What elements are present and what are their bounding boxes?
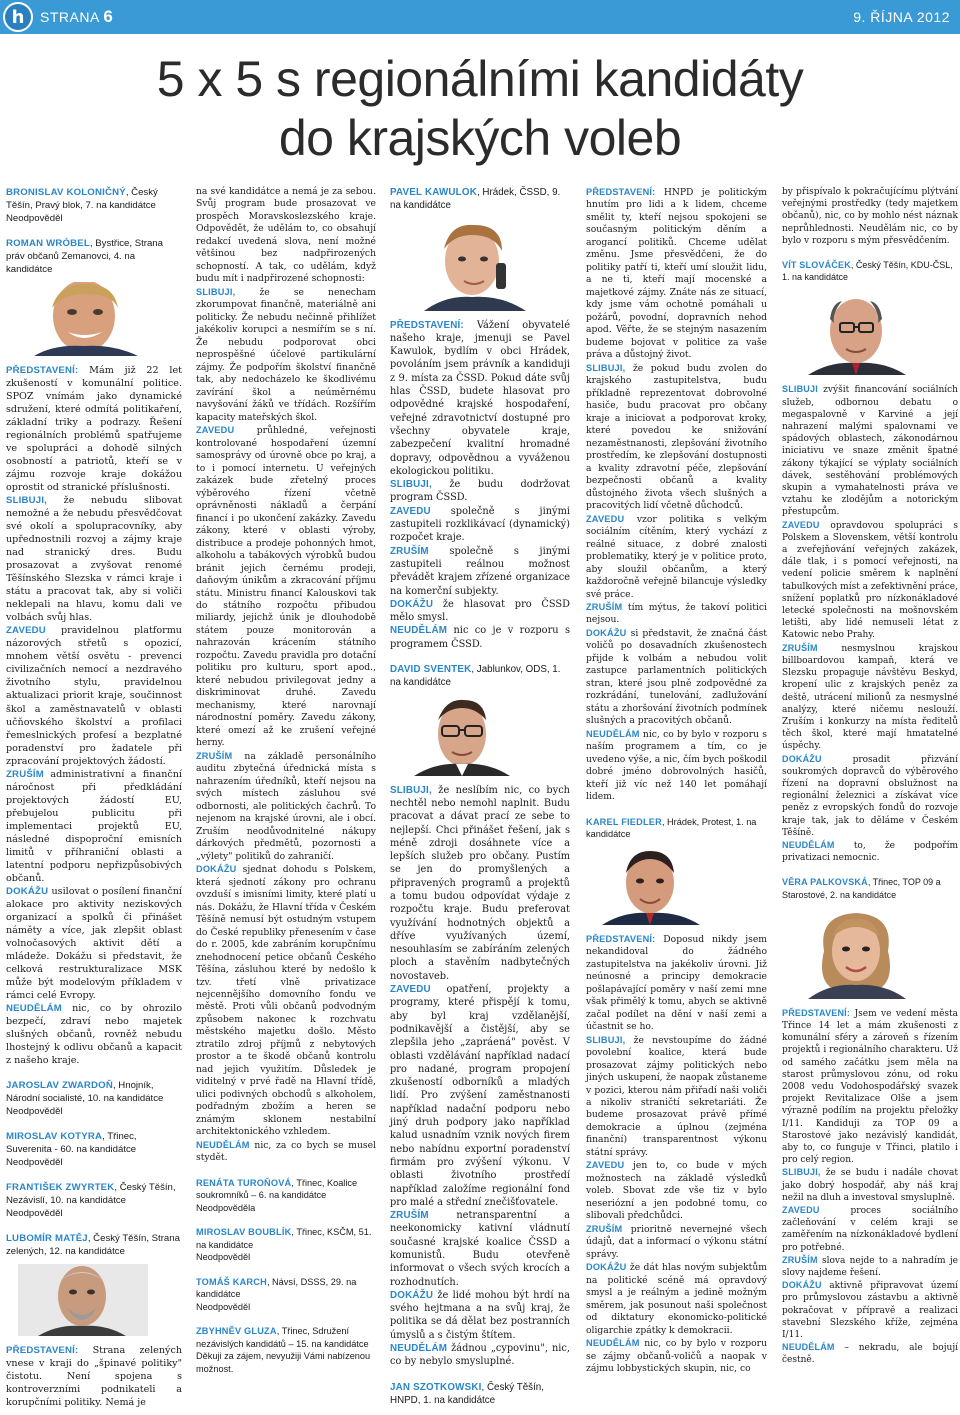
candidate-entry: VĚRA PALKOVSKÁ, Třinec, TOP 09 a Starostové, 2. na kandidátce: [782, 877, 941, 900]
answer-paragraph: DOKÁŽU že dát hlas novým subjektům na politické scéně má opravdový smysl a je reálným a jedině možným směrem, jak posunout naši společnost od diktatury ekonomicko-politické oligarchie zpátky k demokracii.: [586, 1262, 768, 1336]
answer-keyword: ZAVEDU: [6, 625, 46, 637]
answer-keyword: ZRUŠÍM: [196, 750, 233, 761]
answer-keyword: DOKÁŽU: [586, 627, 627, 638]
answer-paragraph: SLIBUJI, že neslíbím nic, co bych nechtěl nebo nemohl naplnit. Budu pracovat a dávat prací ze sebe to nejlepší. Chci přinášet řešení, jak s méně zdroji dosáhnete více a lepších služeb pro občany. Pustím se jen do promyšlených a připravených programů a projektů a tomu budou odpovídat výdaje z rozpočtu kraje. Budu preferovat využívání hodnotných objektů a dříve využívaných území, nesouhlasím se zabíráním zelených ploch a stavěním nadbytečných novostaveb.: [390, 784, 570, 982]
answer-paragraph: NEUDĚLÁM nic, co by bylo v rozporu s naším programem a tím, co je uvedeno výše, a nic, čím bych poškodil dobré jméno dobrovolných hasičů, kteří již víc než 140 let pomáhají lidem.: [586, 728, 768, 803]
candidate-name: FRANTIŠEK ZWYRTEK: [6, 1182, 115, 1194]
answer-keyword: ZAVEDU: [782, 519, 820, 530]
answer-paragraph: by přispívalo k pokračujícímu plýtvání veřejnými prostředky (tedy majetkem občanů), nic, co by mohlo nést náznak neprůhlednosti. Neudělám nic, co by bylo v rozporu s mým přesvědčením.: [782, 187, 958, 246]
answer-keyword: NEUDĚLÁM: [782, 839, 835, 850]
answer-paragraph: na své kandidátce a nemá je za sebou. Svůj program bude prosazovat ve prospěch Moravskoslezského kraje. Odpovědět, že udělám to, co obsahují redakcí uvedená slova, není možné většinou bez nadpřirozených schopností. A tak, co udělám, když budu mít i nadpřirozené schopnosti:: [196, 186, 376, 285]
portrait-image: [18, 1264, 148, 1336]
answer-paragraph: NEUDĚLÁM nic co je v rozporu s programem ČSSD.: [390, 625, 570, 650]
answer-keyword: ZAVEDU: [390, 984, 431, 996]
answer-paragraph: SLIBUJI, že nevstoupíme do žádné povolební koalice, která bude prosazovat zájmy politických nebo jiných uskupení, že naopak zůstaneme v pozici, kterou nám přiřadí naši voliči a nikoliv straničtí sekretariáti. Že budeme prosazovat právě přímé demokracie a úplnou (zejména finanční) transparentnost výkonu státní správy.: [586, 1034, 767, 1158]
answer-keyword: NEUDĚLÁM: [586, 728, 640, 739]
portrait-image: [796, 907, 916, 999]
answer-keyword: DOKÁŽU: [390, 1289, 434, 1301]
answer-keyword: SLIBUJI,: [390, 479, 432, 491]
answer-paragraph: ZRUŠÍM netransparentní a neekonomicky kativní vládnutí současné krajské koalice ČSSD a komunistů. Budu otevřeně informovat o všech svých krocích a rozhodnutích.: [390, 1210, 570, 1288]
headline-line-1: 5 x 5 s regionálními kandidáty: [156, 51, 804, 107]
answer-keyword: ZAVEDU: [782, 1205, 820, 1215]
answer-paragraph: DOKÁŽU si představit, že značná část voličů po dosavadních zkušenostech přijde k volbám a nebudou volit zastupce parlamentních politických stran, které jsou plně zodpovědné za rozkrádání, tunelování, zadlužování státu a zhoršování životních podmínek slušných a pracovitých občanů.: [586, 627, 767, 727]
answer-keyword: NEUDĚLÁM: [196, 1139, 250, 1150]
column-1: [6, 186, 182, 1409]
answer-keyword: ZRUŠÍM: [6, 768, 44, 780]
answer-paragraph: NEUDĚLÁM nic, za co bych se musel stydět.: [196, 1139, 376, 1164]
answer-paragraph: NEUDĚLÁM – nekradu, ale bojují čestně.: [782, 1342, 958, 1366]
candidate-name: JAROSLAV ZWARDOŇ: [6, 1079, 113, 1091]
candidate-entry: MIROSLAV KOTYRA, Třinec, Suverenita - 60. na kandidátce: [6, 1130, 137, 1155]
candidate-entry: PAVEL KAWULOK, Hrádek, ČSSD, 9. na kandidátce: [390, 187, 561, 212]
candidate-note: Neodpověděla: [196, 1202, 256, 1213]
answer-keyword: DOKÁŽU: [6, 885, 49, 897]
answer-paragraph: ZRUŠÍM tím mýtus, že takoví politici nejsou.: [586, 601, 767, 626]
candidate-name: ROMAN WRÓBEL: [6, 238, 90, 250]
answer-paragraph: NEUDĚLÁM to, že podpořím privatizaci nemocnic.: [782, 839, 958, 864]
candidate-entry: TOMÁŠ KARCH, Návsí, DSSS, 29. na kandidátce: [196, 1276, 357, 1300]
answer-paragraph: NEUDĚLÁM nic, co by ohrozilo bezpečí, zdraví nebo majetek slušných občanů, rovněž nebudu lhostejný k odlivu občanů a kapacit z našeho kraje.: [6, 1002, 182, 1066]
answer-keyword: NEUDĚLÁM: [6, 1002, 62, 1014]
candidate-photo: [400, 696, 524, 776]
portrait-image: [802, 289, 912, 375]
page-number: 6: [103, 7, 114, 26]
page-label: STRANA 6: [40, 7, 114, 26]
answer-keyword: PŘEDSTAVENÍ:: [586, 933, 656, 944]
answer-keyword: PŘEDSTAVENÍ:: [782, 1007, 851, 1018]
answer-paragraph: SLIBUJI, že pokud budu zvolen do krajského zastupitelstva, budu příkladně reprezentovat dobrovolné hasiče, budu pracovat pro občany kraje a iniciovat a podporovat kroky, které povedou ke snižování nezaměstnanosti, zlepšování životního prostředím, ke zlepšování dostupnosti a kvality zdravotní péče, zlepšování bezpečnosti občanů a kvality důstojného života všech slušných a pracovitých lidí včetně důchodců.: [586, 362, 768, 512]
answer-paragraph: PŘEDSTAVENÍ: Strana zelených vnese v kraji do „špinavé politiky" čistotu. Není spojena s kontroverzními podnikateli a korupčními politiky. Nemá je: [6, 1345, 182, 1409]
candidate-note: Neodpověděl: [6, 1208, 63, 1220]
candidate-name: TOMÁŠ KARCH: [196, 1276, 267, 1287]
candidate-entry: BRONISLAV KOLONIČNÝ, Český Těšín, Pravý blok, 7. na kandidátce: [6, 187, 158, 212]
logo-letter: h: [5, 4, 31, 30]
answer-paragraph: ZRUŠÍM nesmyslnou krajskou billboardovou kampaň, která ve Slezsku propaguje návštěvu Beskyd, kropení ulic z krajských peněz za deště, utrácení milionů za nesmyslné analýzy, které ničemu neslouží. Zruším i konkurzy na místa ředitelů těch škol, které mají hmatatelné úspěchy.: [782, 642, 958, 752]
answer-keyword: NEUDĚLÁM: [390, 625, 448, 637]
candidate-entry: RENÁTA TUROŇOVÁ, Třinec, Koalice soukromníků – 6. na kandidátce: [196, 1177, 358, 1201]
page-header-bar: [0, 0, 960, 34]
candidate-entry: KAREL FIEDLER, Hrádek, Protest, 1. na kandidátce: [586, 816, 757, 840]
answer-paragraph: DOKÁŽU prosadit přizvání soukromých dopravců do výběrového řízení na dopravní obslužnost na regionální železnici a získávat více peněz z evropských fondů do rozvoje kraje tak, jak to děláme v Českém Těšíně.: [782, 753, 958, 838]
column-4: [586, 186, 767, 1376]
answer-keyword: DOKÁŽU: [390, 598, 434, 610]
candidate-name: DAVID SVENTEK: [390, 664, 472, 676]
answer-keyword: ZRUŠÍM: [390, 545, 429, 557]
answer-keyword: SLIBUJI: [782, 384, 818, 395]
answer-keyword: ZRUŠÍM: [390, 1210, 429, 1222]
answer-paragraph: NEUDĚLÁM nic, co by bylo v rozporu se zájmy občanů-voličů a naopak v zájmu lobbystických skupin, nic, co: [586, 1338, 767, 1375]
answer-keyword: NEUDĚLÁM: [390, 1343, 448, 1355]
candidate-name: JAN SZOTKOWSKI: [390, 1381, 482, 1393]
candidate-note: Neodpověděl: [6, 213, 63, 225]
answer-keyword: ZRUŠÍM: [586, 601, 623, 612]
answer-paragraph: DOKÁŽU sjednat dohodu s Polskem, která sjednotí zákony pro ochranu ovzduší s imisními limity, které platí u nás. Dokážu, že Hlavní třída v Českém Těšíně nemusí být ostudným vstupem do České republiky přenesením v čase do r. 2005, kde zabráním korupčnímu znehodnocení petice občanů Českého Těšína, zásluhou které by nedošlo k tzv. třetí vlně privatizace nejcennějšího domovního fondu ve městě. Proti vůli občanů podvodným způsobem nakonec k rozchvatu městského majetku došlo. Město ztratilo zdroj příjmů z nebytových prostor a te škodě občanů kontrolu nad jejich využitím. Důsledek je viditelný v prvé řadě na Hlavní třídě, ulici podivných obchodů s alkoholem, podřadným zbožím a heren se známým sklonem nestabilní architektonického vzhledem.: [196, 864, 376, 1138]
answer-paragraph: ZAVEDU průhledné, veřejnosti kontrolované hospodaření územní samosprávy od úrovně obce po kraj, a to i pomocí internetu. U veřejných zakázek bude zřetelný proces výběrového řízení včetně oprávněnosti nákladů a čerpání financí i po ukončení zakázky. Zavedu zákony, které v oblasti výroby, distribuce a prodeje pohonných hmot, alkoholu a tabákových výrobků budou bránit jejich černému prodeji, daňovým únikům a zkracování příjmu státu. Ministru financí Kalouskovi tak do státního rozpočtu přibudou miliardy, jejichž únik je dlouhodobě státem pouze monitorován a nahrazován krácením státního rozpočtu. Zavedu pravidla pro dotační politiku pro kulturu, sport apod., které nebudou privilegovat jedny a diskriminovat druhé. Zavedu mechanismy, které narovnají národnostní poměry. Zavedu zákony, které omezí až ke zrušení veřejné herny.: [196, 425, 376, 749]
answer-paragraph: ZAVEDU opravdovou spolupráci s Polskem a Slovenskem, větší kontrolu a zveřejňování veřejných zakázek, dále tlak, i s pomocí veřejnosti, na vedení policie směrem k naplnění tabulkových míst a zefektivnění práce, snížení poplatků pro nízkonákladové letecké společnosti na mošnovském letišti, aby lidé nemuseli létat z Katowic nebo Prahy.: [782, 519, 958, 641]
candidate-photo: [592, 847, 712, 925]
answer-paragraph: SLIBUJI, že nebudu slibovat nemožné a že nebudu přesvědčovat své okolí a spolupracovníky, aby upřednostnili rozvoj a zájmy kraje nad stranický dres. Budu prosazovat a zvyšovat renomé Těšínského Slezska v rámci kraje i státu a pracovat tak, aby si voliči neklepali na hlavu, komu dali ve volbách svůj hlas.: [6, 495, 182, 624]
answer-paragraph: ZRUŠÍM slova nejde to a nahradím je slovy najdeme řešení.: [782, 1254, 958, 1279]
answer-paragraph: ZAVEDU proces sociálního začleňování v celém kraji se zaměřením na nízkonákladové bydlení pro potřebné.: [782, 1205, 958, 1253]
answer-paragraph: ZRUŠÍM administrativní a finanční náročnost při předkládání projektových žádostí EU, přebujelou publicitu při implementaci projektů EU, následné dispoproční emisních limitů v příhraniční oblasti a latentní podporu nepřizpůsobivých občanů.: [6, 768, 182, 884]
answer-paragraph: DOKÁŽU že hlasovat pro ČSSD mělo smysl.: [390, 598, 571, 624]
answer-keyword: SLIBUJI,: [390, 784, 432, 796]
answer-keyword: SLIBUJI,: [586, 362, 626, 373]
candidate-note: Neodpověděl: [196, 1301, 251, 1312]
candidate-name: ZBYHNĚV GLUZA: [196, 1326, 277, 1337]
candidate-entry: ZBYHNĚV GLUZA, Třinec, Sdružení nezávislých kandidátů – 15. na kandidátce: [196, 1326, 369, 1349]
answer-paragraph: SLIBUJI zvýšit financování sociálních služeb, odbornou debatu o megaspalovně v Karviné a její nahrazení malými spalovnami ve spádových oblastech, zákonodárnou iniciativu ve snaze změnit špatné zákony týkající se výplaty sociálních dávek, sestěhování problémových skupin a vymahatelnosti práva ve vztahu ke zlodějům a notorickým přestupcům.: [782, 384, 958, 518]
answer-keyword: ZRUŠÍM: [782, 1254, 818, 1265]
answer-keyword: DOKÁŽU: [782, 1280, 822, 1291]
answer-paragraph: NEUDĚLÁM žádnou „cypovinu", nic, co by nebylo smysluplné.: [390, 1343, 570, 1368]
answer-keyword: ZRUŠÍM: [782, 642, 818, 653]
answer-keyword: PŘEDSTAVENÍ:: [390, 319, 464, 331]
answer-keyword: NEUDĚLÁM: [782, 1342, 835, 1353]
answer-paragraph: PŘEDSTAVENÍ: Doposud nikdy jsem nekandidoval do žádného zastupitelstva na jakékoliv úrovni. Již neúnosné a principy demokracie pošlapávající poměry v naší zemi mne však přimělý k tomu, abych se aktivně začal podílet na dění v naší zemi a účastnit se ho.: [586, 933, 768, 1033]
portrait-image: [592, 847, 712, 925]
column-5: [782, 186, 958, 1367]
answer-paragraph: DOKÁŽU aktivně připravovat území pro průmyslovou zástavbu a aktivně pokračovat v přípravě a realizaci stavební Slezského kříže, zejména I/11.: [782, 1280, 958, 1341]
answer-keyword: PŘEDSTAVENÍ:: [6, 365, 79, 377]
column-2: [196, 186, 376, 1375]
answer-paragraph: ZRUŠÍM společně s jinými zastupiteli reálnou možnost převádět krajem zřízené organizace na komerční subjekty.: [390, 545, 570, 597]
candidate-entry: ROMAN WRÓBEL, Bystřice, Strana práv občanů Zemanovci, 4. na kandidátce: [6, 238, 163, 276]
candidate-name: KAREL FIEDLER: [586, 816, 662, 827]
candidate-entry: MIROSLAV BOUBLÍK, Třinec, KSČM, 51. na kandidátce: [196, 1227, 372, 1250]
headline: [0, 50, 960, 168]
candidate-entry: LUBOMÍR MATĚJ, Český Těšín, Strana zelených, 12. na kandidátce: [6, 1233, 180, 1258]
answer-paragraph: SLIBUJI, že se nenecham zkorumpovat finančně, materiálně ani politicky. Že nebudu nečinně přihlížet jakékoliv korupci a nesmířím se s ní. Že nebudu podporovat obci neprospěšné účelové partikulární zájmy. Že podpořím školství finančně tak, aby nedocházelo ke škodlivému zavírání škol a neúměrnému navyšování žáků ve třídách. Rozšířím kapacity mateřských škol.: [196, 286, 377, 423]
candidate-entry: DAVID SVENTEK, Jablunkov, ODS, 1. na kandidátce: [390, 664, 561, 689]
answer-paragraph: SLIBUJI, že se budu i nadále chovat jako dobrý hospodář, aby náš kraj nežil na dluh a investoval smysluplně.: [782, 1167, 958, 1203]
answer-keyword: NEUDĚLÁM: [586, 1338, 640, 1349]
candidate-name: MIROSLAV KOTYRA: [6, 1130, 103, 1142]
issue-date: 9. ŘÍJNA 2012: [853, 9, 950, 25]
answer-paragraph: ZAVEDU společně s jinými zastupiteli rozklikávací (dynamický) rozpočet kraje.: [390, 505, 570, 544]
answer-keyword: ZAVEDU: [196, 425, 235, 436]
answer-paragraph: PŘEDSTAVENÍ: Jsem ve vedení města Třince 14 let a mám zkušenosti z komunální sféry a zároveň s řízením projektů i regionálního charakteru. Už od samého začátku jsem měla na starost průmyslovou zónu, od roku 2008 vedu Vodohospodářský svazek projekt Revitalizace Olše a jsem výrazně podílím na projektu přeložky I/11. Kandiduji za TOP 09 a Starostové jako nezávislý kandidát, aby to, co funguje v Třinci, platilo i pro celý region.: [782, 1007, 958, 1166]
answer-paragraph: ZAVEDU vzor politika s velkým sociálním cítěním, který vychází z reálné situace, z dobré znalosti problematiky, který je v politice proto, aby sloužil občanům, a který každoročně veřejně bilancuje výsledky své práce.: [586, 513, 768, 600]
answer-keyword: ZAVEDU: [390, 505, 431, 517]
candidate-name: LUBOMÍR MATĚJ: [6, 1233, 88, 1245]
answer-keyword: SLIBUJI,: [196, 286, 236, 297]
answer-keyword: DOKÁŽU: [782, 753, 822, 764]
column-3: [390, 186, 570, 1407]
candidate-name: PAVEL KAWULOK: [390, 187, 477, 198]
answer-paragraph: DOKÁŽU usilovat o posílení finanční alokace pro aktivity neziskových organizací a spolků či přinášet náměty a více, jak zlepšit oblast volnočasových aktivit dětí a mládeže. Dokážu si představit, že celková restrukturalizace MSK může být modelovým příkladem v rámci celé Evropy.: [6, 885, 182, 1001]
candidate-photo: [802, 289, 912, 375]
answer-paragraph: ZRUŠÍM prioritně nevernejné všech údajů, dat a informací o výkonu státní správy.: [586, 1223, 767, 1260]
candidate-entry: VÍT SLOVÁČEK, Český Těšín, KDU-ČSL, 1. na kandidátce: [782, 260, 953, 283]
answer-paragraph: PŘEDSTAVENÍ: Mám již 22 let zkušeností v komunální politice. SPOZ vnímám jako dynamické sdružení, které odmítá politikaření, základní triky a podrazy. Řešení regionálních problémů spatřujeme ve spolupráci a dohodě silných osobností a patriotů, kteří se v zájmu rozvoje kraje dokážou oprostit od stranické příslušnosti.: [6, 365, 182, 494]
answer-keyword: SLIBUJI,: [6, 495, 48, 507]
portrait-image: [410, 219, 540, 311]
candidate-note: Neodpověděl: [196, 1252, 251, 1263]
candidate-entry: JAN SZOTKOWSKI, Český Těšín, HNPD, 1. na kandidátce: [390, 1381, 544, 1406]
candidate-name: VĚRA PALKOVSKÁ: [782, 877, 868, 888]
answer-paragraph: DOKÁŽU že lidé mohou být hrdí na svého hejtmana a na svůj kraj, že politika se dá dělat bez postranních úmyslů a s čistým štítem.: [390, 1289, 570, 1341]
answer-paragraph: ZAVEDU opatření, projekty a programy, které přispějí k tomu, aby byl kraj vzdělanější, podnikavější a čistější, aby se zlepšila jeho „zapráená" pověst. V oblasti vzdělávání například nadací pro nadané, program propojení zkušeností odborníků a mladých lidí. Pro zvýšení zaměstnanosti například nadační podporu nebo jiný druh podpory jako například kalud usnadním vznik nových firem nebo nabídnu exportní poradenství firmám pro zvýšení výkonu. V oblasti životního prostředí například založíme regionální fond pro malé a střední znečišťovatele.: [390, 984, 570, 1208]
candidate-note: Neodpověděl: [6, 1105, 63, 1117]
candidate-photo: [14, 282, 164, 356]
portrait-image: [400, 696, 524, 776]
answer-keyword: ZAVEDU: [586, 513, 625, 524]
portrait-image: [14, 282, 164, 356]
candidate-entry: FRANTIŠEK ZWYRTEK, Český Těšín, Nezávislí, 10. na kandidátce: [6, 1182, 176, 1207]
answer-paragraph: ZRUŠÍM na základě personálního auditu zbytečná úřednická místa s nahrazením úředníků, kteří nejsou na svých místech zásluhou své odbornosti, ale politických čachrů. To nejenom na krajské úrovni, ale i obcí. Zruším neodůvodnitelné nákupy dárkových předmětů, pozornosti a „výlety" politiků do zahraničí.: [196, 750, 377, 862]
answer-paragraph: ZAVEDU pravidelnou platformu názorových střetů s opozicí, mnohem větší osvětu - prevenci civilizačních nemocí a nezdravého životního stylu, pravidelnou aktualizaci priorit kraje, součinnost škol a zaměstnavatelů v oblasti učňovského školství a profilaci řemeslnických profesí a bezplatné poradenství pro žadatele při zpracování projektových žádostí.: [6, 625, 182, 767]
answer-keyword: DOKÁŽU: [586, 1262, 627, 1273]
headline-line-2: do krajských voleb: [278, 110, 682, 166]
answer-paragraph: PŘEDSTAVENÍ: HNPD je politickým hnutím pro lidi a k lidem, chceme smělit ty, kteří nejsou spokojeni se současným politickým děním a arogancí politiků. Chceme udělat změnu. Jsme přesvědčeni, že do politiky patří ti, kteří umí sloužit lidu, a ne ti, kteří mají mocenské a majetkové zájmy. Znáte nás ze situací, kdy jsme vám ochotně pomáhali u požárů, povodní, dopravních nehod apod. Věřte, že se stejným nasazením budeme bojovat v politice za vaše práva a důstojný život.: [586, 187, 767, 361]
answer-keyword: ZRUŠÍM: [586, 1223, 623, 1234]
candidate-entry: JAROSLAV ZWARDOŇ, Hnojník, Národní socialisté, 10. na kandidátce: [6, 1079, 164, 1104]
answer-keyword: PŘEDSTAVENÍ:: [586, 187, 656, 197]
candidate-name: MIROSLAV BOUBLÍK: [196, 1227, 292, 1238]
publication-logo: [3, 2, 33, 32]
answer-keyword: DOKÁŽU: [196, 864, 237, 875]
candidate-photo: [18, 1264, 148, 1336]
candidate-name: BRONISLAV KOLONIČNÝ: [6, 187, 126, 198]
candidate-name: VÍT SLOVÁČEK: [782, 260, 851, 271]
candidate-name: RENÁTA TUROŇOVÁ: [196, 1177, 292, 1188]
candidate-note: Děkuji za zájem, nevyužiji Vámi nabízenou možnost.: [196, 1351, 371, 1374]
answer-paragraph: SLIBUJI, že budu dodržovat program ČSSD.: [390, 479, 570, 504]
candidate-photo: [796, 907, 916, 999]
answer-keyword: SLIBUJI,: [586, 1034, 626, 1045]
answer-paragraph: PŘEDSTAVENÍ: Vážení obyvatelé našeho kraje, jmenuji se Pavel Kawulok, bydlím v obci Hrádek, povoláním jsem právník a kandiduji z 9. místa za ČSSD. Pokud dáte svůj hlas ČSSD, budete hlasovat pro odpovědné krajské hospodaření, veřejné zdravotnictví dostupné pro všechny obyvatele kraje, zabezpečení kvalitní hromadné dopravy, odpovědnou a vyváženou ekologickou politiku.: [390, 319, 570, 477]
answer-keyword: ZAVEDU: [586, 1160, 625, 1171]
candidate-note: Neodpověděl: [6, 1157, 63, 1169]
answer-paragraph: ZAVEDU jen to, co bude v mých možnostech na základě výsledků voleb. Sbovat zde vše tiz v bylo neseriózní a jen podobné tomu, co slibovali předchůdci.: [586, 1160, 767, 1222]
answer-keyword: PŘEDSTAVENÍ:: [6, 1345, 79, 1357]
candidate-photo: [410, 219, 540, 311]
answer-keyword: SLIBUJI,: [782, 1167, 821, 1178]
